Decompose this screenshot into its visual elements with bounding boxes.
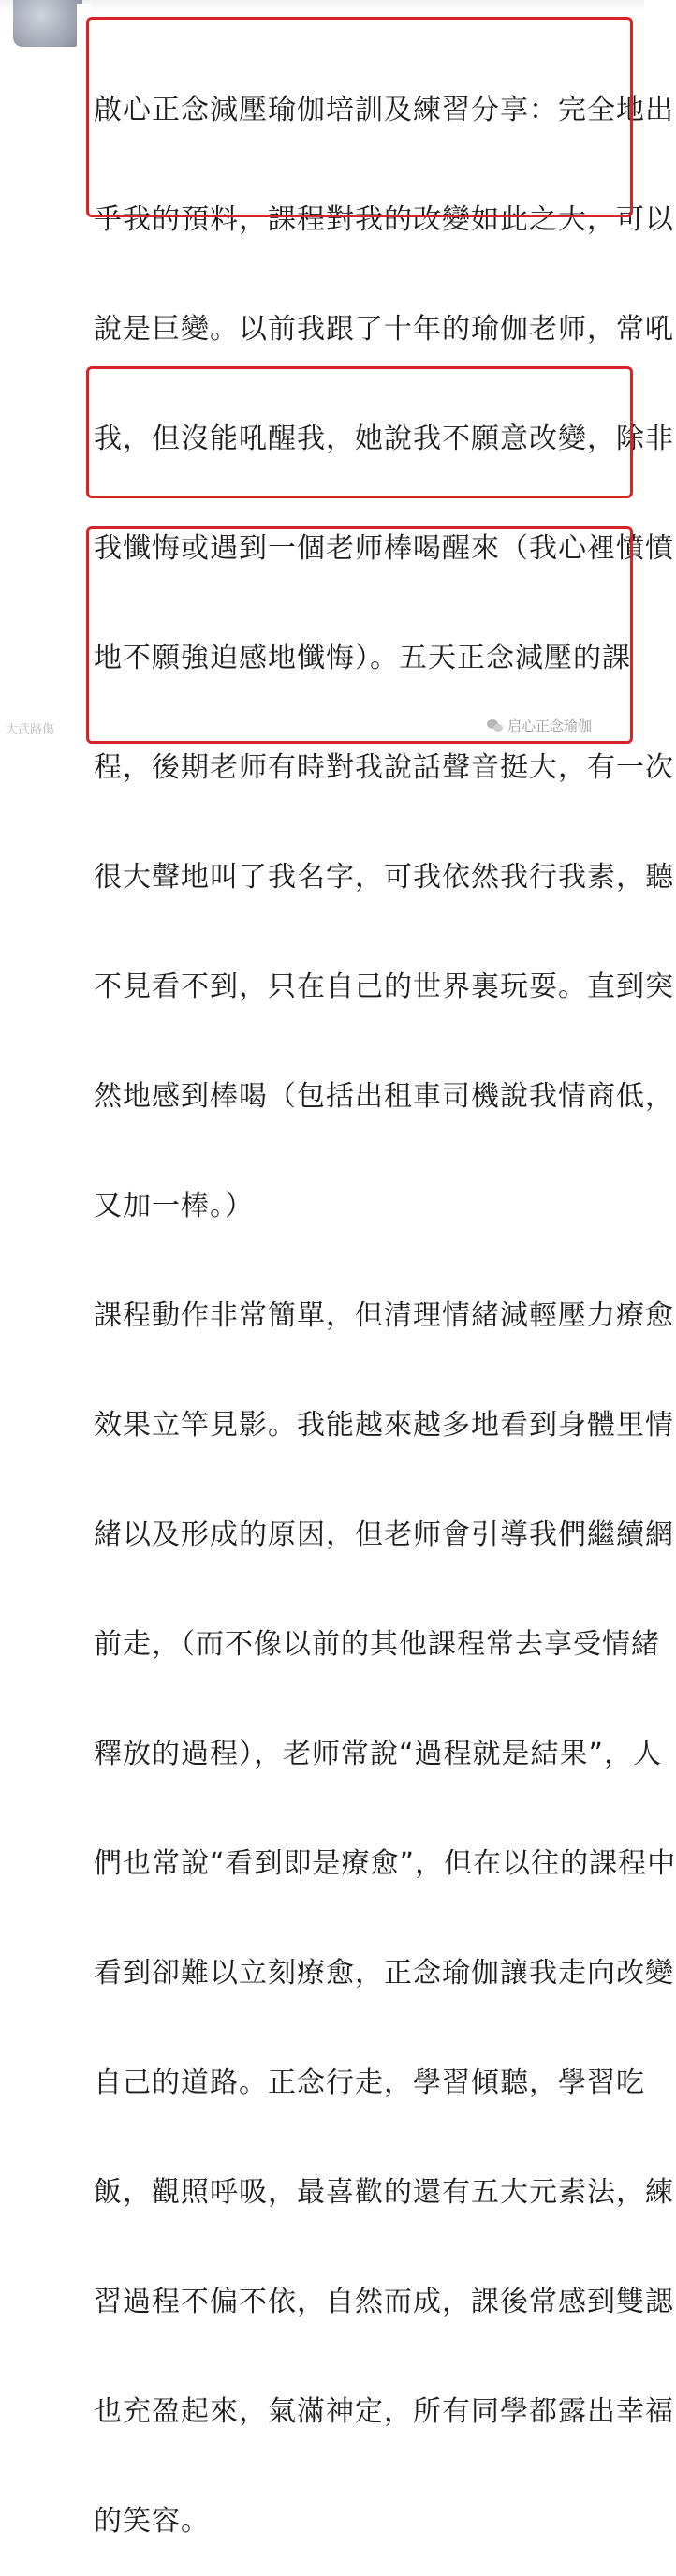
message-line: 又加一棒。） — [94, 1190, 254, 1222]
message-line: 不見看不到，只在自己的世界裏玩耍。直到突 — [94, 970, 674, 1003]
message-line: 自己的道路。正念行走，學習傾聽，學習吃 — [94, 2066, 645, 2099]
highlight-box-3 — [86, 526, 633, 744]
message-line: 緒以及形成的原因，但老师會引導我們繼續網 — [94, 1518, 674, 1551]
top-strip — [0, 0, 644, 13]
message-line: 啟心正念減壓瑜伽培訓及練習分享：完全地出 — [94, 94, 674, 126]
message-line: 習過程不偏不依，自然而成，課後常感到雙諰 — [94, 2286, 674, 2318]
message-line: 的笑容。 — [94, 2505, 210, 2538]
message-line: 看到卻難以立刻療愈，正念瑜伽讓我走向改變 — [94, 1957, 674, 1990]
message-line: 我，但沒能吼醒我，她說我不願意改變，除非 — [94, 422, 674, 455]
highlight-box-2 — [86, 366, 633, 498]
message-line: 釋放的過程），老师常說“過程就是結果”，人 — [94, 1738, 663, 1770]
watermark-left: 大武路傷 — [6, 723, 55, 737]
message-line: 很大聲地叫了我名字，可我依然我行我素，聽 — [94, 861, 674, 894]
watermark-account-name: 启心正念瑜伽 — [507, 718, 593, 734]
message-line: 地不願強迫感地懺悔）。五天正念減壓的課 — [94, 642, 631, 674]
message-line: 然地感到棒喝（包括出租車司機說我情商低， — [94, 1080, 674, 1113]
message-line: 說是巨變。以前我跟了十年的瑜伽老师，常吼 — [94, 313, 674, 346]
highlight-box-1 — [86, 17, 633, 217]
message-line: 課程動作非常簡單，但清理情緒減輕壓力療愈 — [94, 1299, 674, 1332]
avatar[interactable] — [13, 0, 82, 47]
message-line: 前走，（而不像以前的其他課程常去享受情緒 — [94, 1628, 660, 1661]
message-line: 也充盈起來，氣滿神定，所有同學都露出幸福 — [94, 2395, 674, 2428]
message-line: 飯，觀照呼吸，最喜歡的還有五大元素法，練 — [94, 2176, 674, 2209]
watermark-right — [487, 716, 592, 735]
wechat-icon — [487, 719, 504, 733]
message-line: 程，後期老师有時對我說話聲音挺大，有一次 — [94, 751, 674, 784]
message-line: 乎我的預料，課程對我的改變如此之大，可以 — [94, 203, 674, 236]
message-line: 效果立竿見影。我能越來越多地看到身體里情 — [94, 1409, 674, 1442]
message-line: 我懺悔或遇到一個老师棒喝醒來（我心裡憤憤 — [94, 532, 674, 565]
message-line: 們也常說“看到即是療愈”，但在以往的課程中 — [94, 1847, 676, 1880]
